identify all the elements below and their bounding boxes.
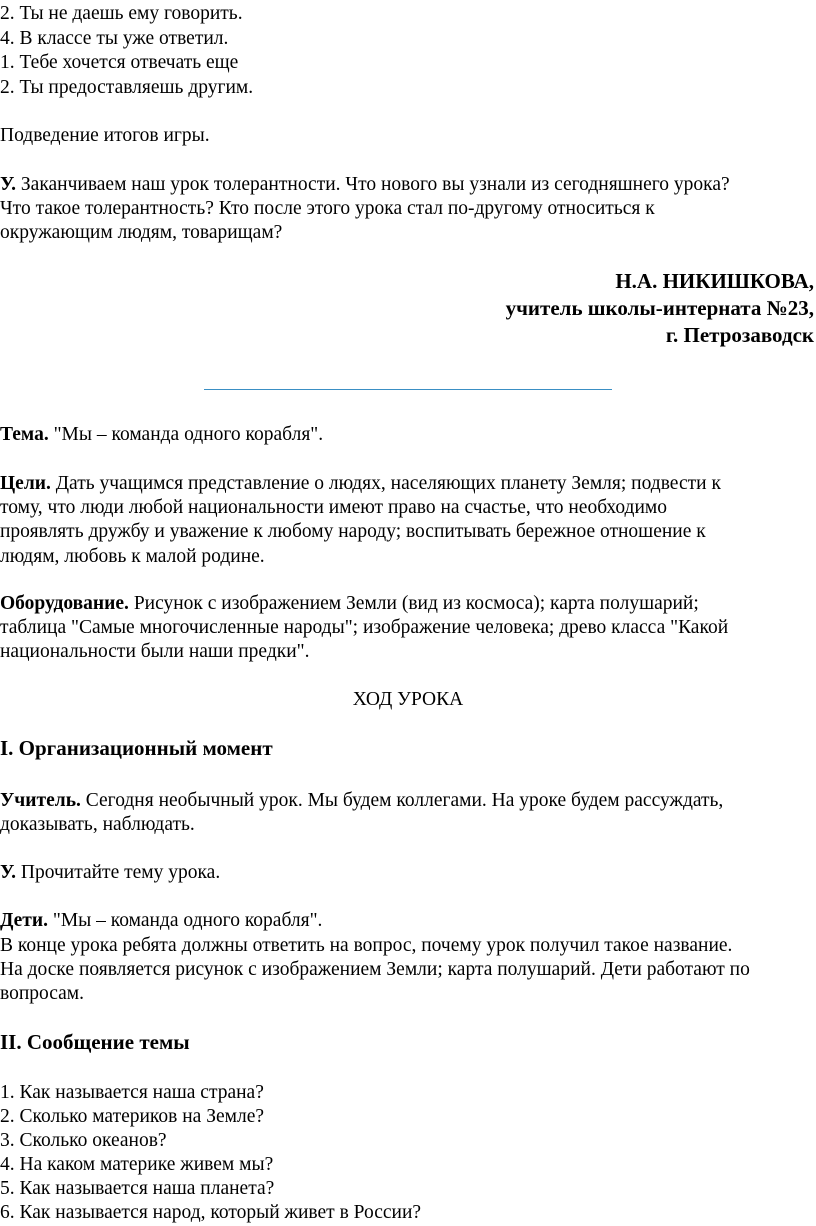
topic-text: "Мы – команда одного корабля". — [48, 424, 324, 445]
topic-label: Тема. — [0, 424, 49, 445]
teacher-line — [0, 789, 723, 813]
goals-line: проявлять дружбу и уважение к любому народу; воспитывать бережное отношение к — [0, 521, 706, 542]
teacher-line: доказывать, наблюдать. — [0, 814, 195, 835]
u-label: У. — [0, 862, 17, 883]
author-name: Н.А. НИКИШКОВА, — [615, 269, 814, 293]
question-item: 5. Как называется наша планета? — [0, 1178, 275, 1199]
speaker-label: У. — [0, 174, 17, 195]
list-item: 2. Ты предоставляешь другим. — [0, 77, 254, 98]
question-item: 6. Как называется народ, который живет в России? — [0, 1202, 422, 1223]
kids-text: "Мы – команда одного корабля". — [48, 910, 323, 931]
question-item: 2. Сколько материков на Земле? — [0, 1106, 265, 1127]
u-line — [0, 861, 220, 885]
goals-line: людям, любовь к малой родине. — [0, 546, 265, 567]
teacher-text: Сегодня необычный урок. Мы будем коллегами. На уроке будем рассуждать, — [80, 790, 724, 811]
goals-line — [0, 472, 721, 496]
goals-label: Цели. — [0, 473, 51, 494]
closing-text: Заканчиваем наш урок толерантности. Что нового вы узнали из сегодняшнего урока? — [16, 174, 730, 195]
section-heading: II. Сообщение темы — [0, 1030, 190, 1054]
closing-paragraph-line: окружающим людям, товарищам? — [0, 222, 283, 243]
closing-paragraph-line — [0, 173, 730, 197]
summary-heading: Подведение итогов игры. — [0, 125, 210, 146]
goals-line: тому, что люди любой национальности имеют право на счастье, что необходимо — [0, 497, 668, 518]
question-item: 4. На каком материке живем мы? — [0, 1154, 274, 1175]
divider-line — [204, 389, 612, 390]
list-item: 1. Тебе хочется отвечать еще — [0, 52, 239, 73]
goals-text: Дать учащимся представление о людях, населяющих планету Земля; подвести к — [50, 473, 721, 494]
question-item: 3. Сколько океанов? — [0, 1130, 167, 1151]
list-item: 4. В классе ты уже ответил. — [0, 28, 229, 49]
lesson-title: ХОД УРОКА — [352, 689, 464, 710]
author-position: учитель школы-интерната №23, — [505, 296, 814, 320]
note-line: В конце урока ребята должны ответить на вопрос, почему урок получил такое название. — [0, 935, 733, 956]
kids-line — [0, 909, 322, 933]
equipment-label: Оборудование. — [0, 593, 129, 614]
topic-line — [0, 423, 323, 447]
u-text: Прочитайте тему урока. — [16, 862, 221, 883]
note-line: вопросам. — [0, 983, 85, 1004]
note-line: На доске появляется рисунок с изображением Земли; карта полушарий. Дети работают по — [0, 959, 750, 980]
list-item: 2. Ты не даешь ему говорить. — [0, 3, 243, 24]
equipment-line: таблица "Самые многочисленные народы"; изображение человека; древо класса "Какой — [0, 617, 729, 638]
equipment-line: национальности были наши предки". — [0, 641, 310, 662]
teacher-label: Учитель. — [0, 790, 81, 811]
author-city: г. Петрозаводск — [665, 323, 814, 347]
question-item: 1. Как называется наша страна? — [0, 1082, 264, 1103]
equipment-line — [0, 592, 699, 616]
section-heading: I. Организационный момент — [0, 736, 273, 760]
closing-paragraph-line: Что такое толерантность? Кто после этого урока стал по-другому относиться к — [0, 198, 655, 219]
kids-label: Дети. — [0, 910, 48, 931]
equipment-text: Рисунок с изображением Земли (вид из космоса); карта полушарий; — [128, 593, 699, 614]
